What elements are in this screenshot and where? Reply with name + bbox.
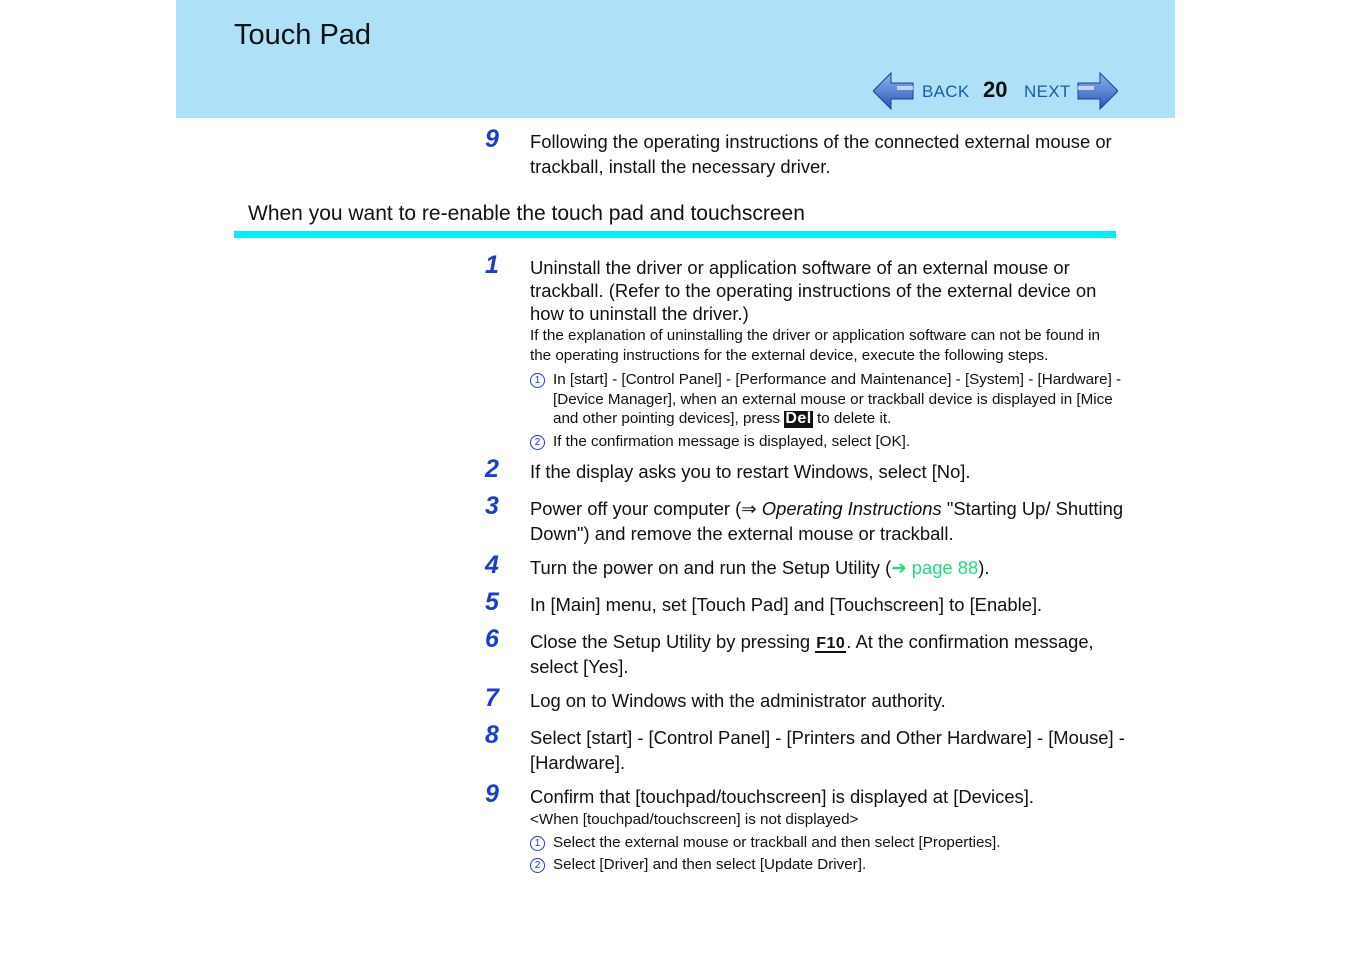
step-1: [485, 251, 1125, 451]
substep-1: [530, 370, 1125, 429]
section-divider: [234, 231, 1116, 238]
section-heading: When you want to re-enable the touch pad and touchscreen: [248, 202, 805, 225]
step-2: [485, 455, 1125, 485]
back-arrow-icon[interactable]: [873, 72, 915, 110]
back-link[interactable]: BACK: [922, 82, 970, 101]
step-number: 1: [485, 251, 499, 279]
step-7: [485, 684, 1125, 714]
step-number: 9: [485, 780, 499, 808]
step-text: If the display asks you to restart Windows, select [No].: [530, 461, 971, 482]
step-4: [485, 551, 1125, 581]
step-text: Confirm that [touchpad/touchscreen] is displayed at [Devices].: [530, 786, 1034, 807]
step-note: <When [touchpad/touchscreen] is not displayed>: [530, 810, 859, 828]
step-5: [485, 588, 1125, 618]
step-number: 4: [485, 551, 499, 579]
step-number: 8: [485, 721, 499, 749]
step-8: [485, 721, 1125, 775]
substep-text: Select the external mouse or trackball and then select [Properties].: [553, 833, 1001, 851]
reference-arrow-icon: ⇒: [741, 498, 757, 519]
step-number: 7: [485, 684, 499, 712]
step-3: [485, 492, 1125, 546]
page-title: Touch Pad: [234, 19, 372, 51]
step-text-end: "Starting Up/ Shutting Down") and remove the external mouse or trackball.: [530, 498, 1124, 544]
step-6: [485, 625, 1125, 679]
substep-text: Select [Driver] and then select [Update Driver].: [553, 856, 867, 873]
substep-marker: 2: [530, 858, 545, 873]
step-number: 3: [485, 492, 499, 520]
step-text-end: ).: [978, 557, 990, 578]
step-text: Uninstall the driver or application software of an external mouse or trackball. (Refer to the operating instructions of the external device on how to uninstall the driver.): [530, 257, 1097, 324]
step-note: If the explanation of uninstalling the driver or application software can not be found in the operating instructions for the external device, execute the following steps.: [530, 327, 1100, 364]
page-header: [176, 0, 1175, 118]
next-link[interactable]: NEXT: [1024, 82, 1071, 101]
substep-text: In [start] - [Control Panel] - [Performance and Maintenance] - [System] - [Hardware] - [Device Manager], when an external mouse or trackball device is displayed in [Mice and other pointing devices], press: [553, 371, 1122, 427]
page-number: 20: [983, 77, 1008, 102]
step-number: 6: [485, 625, 499, 653]
substep-text-end: to delete it.: [816, 410, 892, 427]
step-text: Close the Setup Utility by pressing: [530, 631, 811, 652]
step-9-install-driver: [485, 125, 1125, 179]
substep-1: [530, 833, 1125, 853]
step-text: In [Main] menu, set [Touch Pad] and [Touchscreen] to [Enable].: [530, 594, 1043, 615]
substep-marker: 2: [530, 435, 545, 450]
step-text: Select [start] - [Control Panel] - [Printers and Other Hardware] - [Mouse] - [Hardware].: [530, 727, 1125, 773]
substep-2: [530, 432, 1125, 452]
reference-title: Operating Instructions: [761, 498, 942, 519]
substep-marker: 1: [530, 373, 545, 388]
substep-marker: 1: [530, 836, 545, 851]
step-number: 5: [485, 588, 499, 616]
link-arrow-icon: ➔: [891, 557, 907, 578]
substep-2: [530, 855, 1125, 875]
step-9: [485, 780, 1125, 875]
step-text: Log on to Windows with the administrator authority.: [530, 690, 946, 711]
step-text-end: . At the confirmation message, select [Yes].: [530, 631, 1094, 677]
next-arrow-icon[interactable]: [1076, 72, 1118, 110]
page-88-link[interactable]: page 88: [911, 557, 979, 578]
substep-text: If the confirmation message is displayed, select [OK].: [553, 432, 911, 450]
step-text: Following the operating instructions of the connected external mouse or trackball, install the necessary driver.: [530, 131, 1112, 177]
page-navigation: [176, 72, 1175, 112]
step-number: 2: [485, 455, 499, 483]
step-text: Turn the power on and run the Setup Utility (: [530, 557, 892, 578]
step-number: 9: [485, 125, 499, 153]
step-text: Power off your computer (: [530, 498, 742, 519]
del-key: Del: [785, 410, 812, 427]
f10-key: F10: [816, 635, 846, 652]
